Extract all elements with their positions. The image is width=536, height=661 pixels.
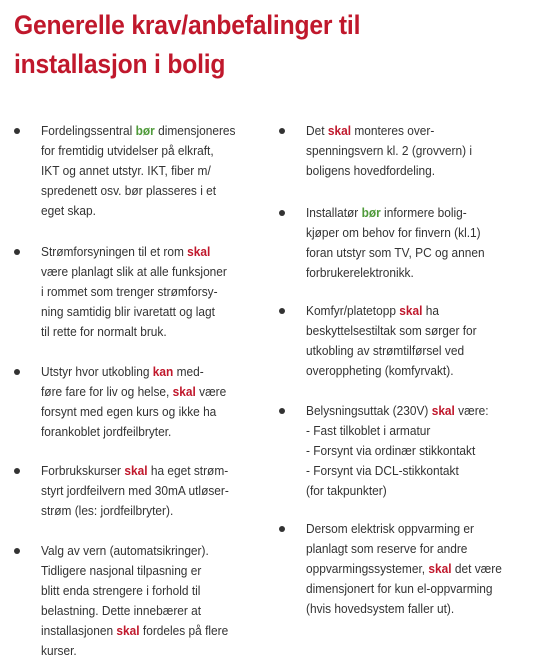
list-item [279, 519, 536, 619]
keyword-skal: skal [124, 463, 148, 478]
item-text [306, 301, 536, 381]
keyword-skal: skal [327, 123, 352, 138]
list-item [14, 362, 311, 442]
text-segment: Valg av vern (automatsikringer). Tidligere nasjonal tilpasning er blitt enda strengere i forhold til belastning. Dette innebærer at installasjonen [41, 543, 209, 638]
list-item [14, 461, 311, 521]
list-item [14, 121, 311, 221]
text-segment: det være dimensjonert for kun el-oppvarming (hvis hovedsystem faller ut). [306, 561, 502, 616]
list-item [14, 242, 311, 342]
text-segment: være forsynt med egen kurs og ikke ha forankoblet jordfeilbryter. [41, 384, 227, 439]
item-text [41, 121, 292, 221]
keyword-kan: kan [152, 364, 174, 379]
item-text [41, 461, 292, 521]
text-segment: være: - Fast tilkoblet i armatur - Forsynt via ordinær stikkontakt - Forsynt via DCL-stikkontakt (for takpunkter) [306, 403, 489, 498]
text-segment: med- føre fare for liv og helse, [41, 364, 204, 399]
bullet-icon [14, 249, 20, 255]
keyword-skal: skal [399, 303, 423, 318]
keyword-skal: skal [187, 244, 211, 259]
item-text [41, 362, 292, 442]
bullet-icon [14, 128, 20, 134]
keyword-skal: skal [428, 561, 452, 576]
list-item [279, 121, 536, 181]
item-text [306, 121, 536, 181]
keyword-skal: skal [172, 384, 196, 399]
text-segment: være planlagt slik at alle funksjoner i rommet som trenger strømforsy- ning samtidig blir ivaretatt og lagt til rette for normalt bruk. [41, 264, 227, 339]
text-segment: monteres over- spenningsvern kl. 2 (grovvern) i boligens hovedfordeling. [306, 123, 473, 178]
text-segment: informere bolig- kjøper om behov for finvern (kl.1) foran utstyr som TV, PC og annen forbrukerelektronikk. [306, 205, 485, 280]
keyword-skal: skal [431, 403, 455, 418]
keyword-bor: bør [361, 205, 381, 220]
page-title [14, 6, 499, 84]
text-segment: ha eget strøm- styrt jordfeilvern med 30mA utløser- strøm (les: jordfeilbryter). [41, 463, 229, 518]
text-segment: Fordelingssentral [41, 123, 136, 138]
bullet-icon [279, 308, 285, 314]
text-segment: Belysningsuttak (230V) [306, 403, 432, 418]
item-text [41, 541, 292, 661]
bullet-icon [279, 408, 285, 414]
text-segment: Det [306, 123, 328, 138]
bullet-icon [14, 548, 20, 554]
item-text [306, 519, 536, 619]
bullet-icon [279, 128, 285, 134]
bullet-icon [279, 210, 285, 216]
bullet-icon [14, 369, 20, 375]
item-text [306, 203, 536, 283]
text-segment: fordeles på flere kurser. [41, 623, 229, 658]
bullet-icon [14, 468, 20, 474]
text-segment: Installatør [306, 205, 362, 220]
title-text: Generelle krav/anbefalinger til installasjon i bolig [14, 10, 361, 79]
list-item [279, 401, 536, 501]
text-segment: Forbrukskurser [41, 463, 125, 478]
text-segment: Utstyr hvor utkobling [41, 364, 153, 379]
text-segment: ha beskyttelsestiltak som sørger for utkobling av strømtilførsel ved overoppheting (komfyrvakt). [306, 303, 477, 378]
list-item [14, 541, 311, 661]
item-text [41, 242, 292, 342]
item-text [306, 401, 536, 501]
keyword-bor: bør [135, 123, 155, 138]
text-segment: Komfyr/platetopp [306, 303, 400, 318]
list-item [279, 301, 536, 381]
text-segment: Dersom elektrisk oppvarming er planlagt som reserve for andre oppvarmingssystemer, [306, 521, 474, 576]
text-segment: Strømforsyningen til et rom [41, 244, 188, 259]
text-segment: dimensjoneres for fremtidig utvidelser på elkraft, IKT og annet utstyr. IKT, fiber m/ spredenett osv. bør plasseres i et eget skap. [41, 123, 236, 218]
bullet-icon [279, 526, 285, 532]
keyword-skal: skal [116, 623, 140, 638]
list-item [279, 203, 536, 283]
